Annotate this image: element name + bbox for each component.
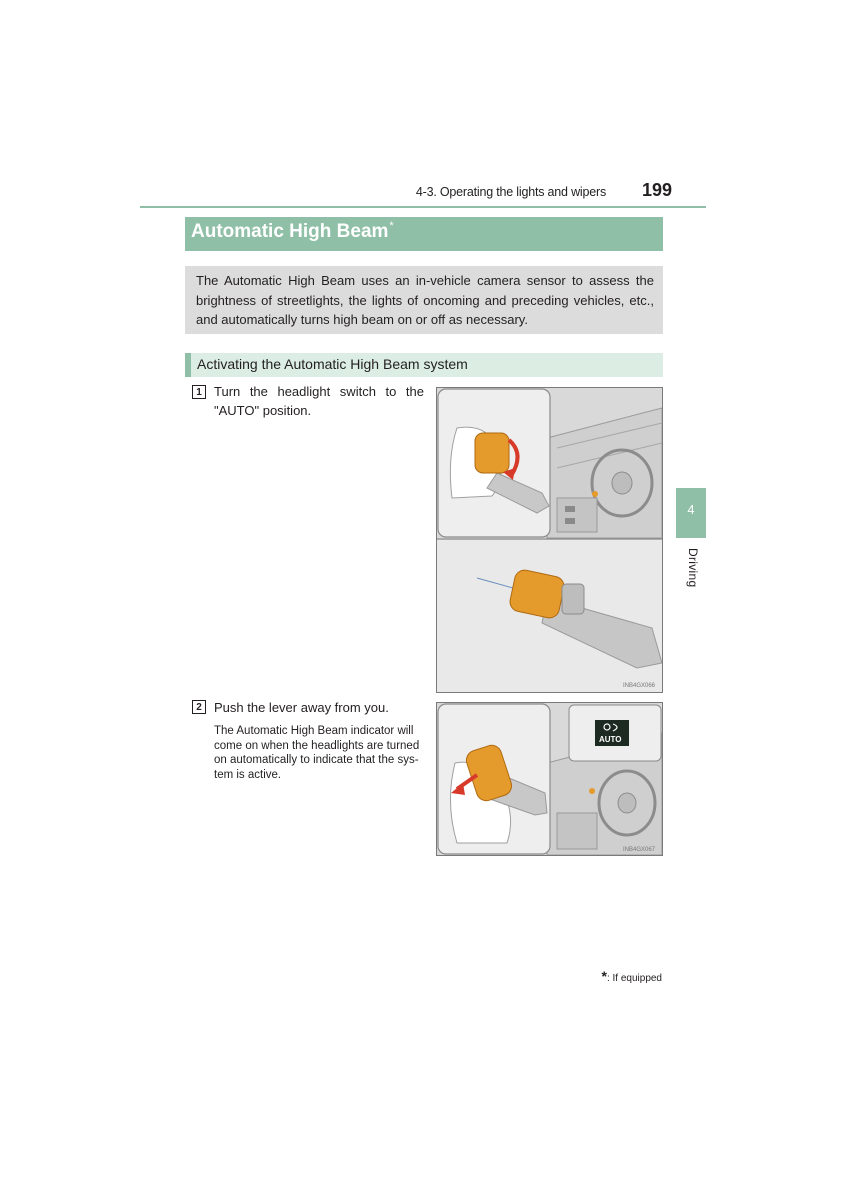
footnote-marker: * xyxy=(601,968,607,984)
chapter-tab: 4 xyxy=(676,488,706,538)
lever-push-illustration xyxy=(436,702,663,856)
headlight-switch-illustration xyxy=(436,387,663,693)
header-rule xyxy=(140,206,706,208)
running-header: 4-3. Operating the lights and wipers xyxy=(415,185,606,199)
auto-indicator-label: AUTO xyxy=(599,735,622,744)
subheading-text: Activating the Automatic High Beam system xyxy=(197,356,468,372)
step-text: Turn the headlight switch to the "AUTO" position. xyxy=(214,384,424,418)
step-text: Push the lever away from you. xyxy=(214,700,389,715)
figure-code: INB4GX066 xyxy=(623,683,656,689)
section-title-text: Automatic High Beam xyxy=(191,221,389,242)
footnote-text: : If equipped xyxy=(606,973,662,984)
footnote xyxy=(540,968,662,984)
subheading-bar xyxy=(185,353,663,377)
footnote-marker: * xyxy=(389,220,394,232)
section-title-bar xyxy=(185,217,663,251)
chapter-label-text: Driving xyxy=(686,548,700,588)
lever-push-drawing xyxy=(437,703,662,855)
chapter-label xyxy=(674,548,708,608)
intro-text: The Automatic High Beam uses an in-vehicle camera sensor to assess the brightness of streetlights, the lights of oncoming and preceding vehicles, etc., and automatically turns high beam on or off as necessary. xyxy=(196,273,654,327)
step-number-badge: 2 xyxy=(192,700,206,714)
intro-box xyxy=(185,266,663,334)
page-number: 199 xyxy=(641,180,672,200)
section-title xyxy=(191,221,394,243)
step-number-badge: 1 xyxy=(192,385,206,399)
step-note: The Automatic High Beam indicator will come on when the headlights are turned on automatically to indicate that the sys-tem is active. xyxy=(214,725,420,781)
figure-code: INB4GX067 xyxy=(623,847,656,853)
headlight-switch-drawing xyxy=(437,388,662,692)
